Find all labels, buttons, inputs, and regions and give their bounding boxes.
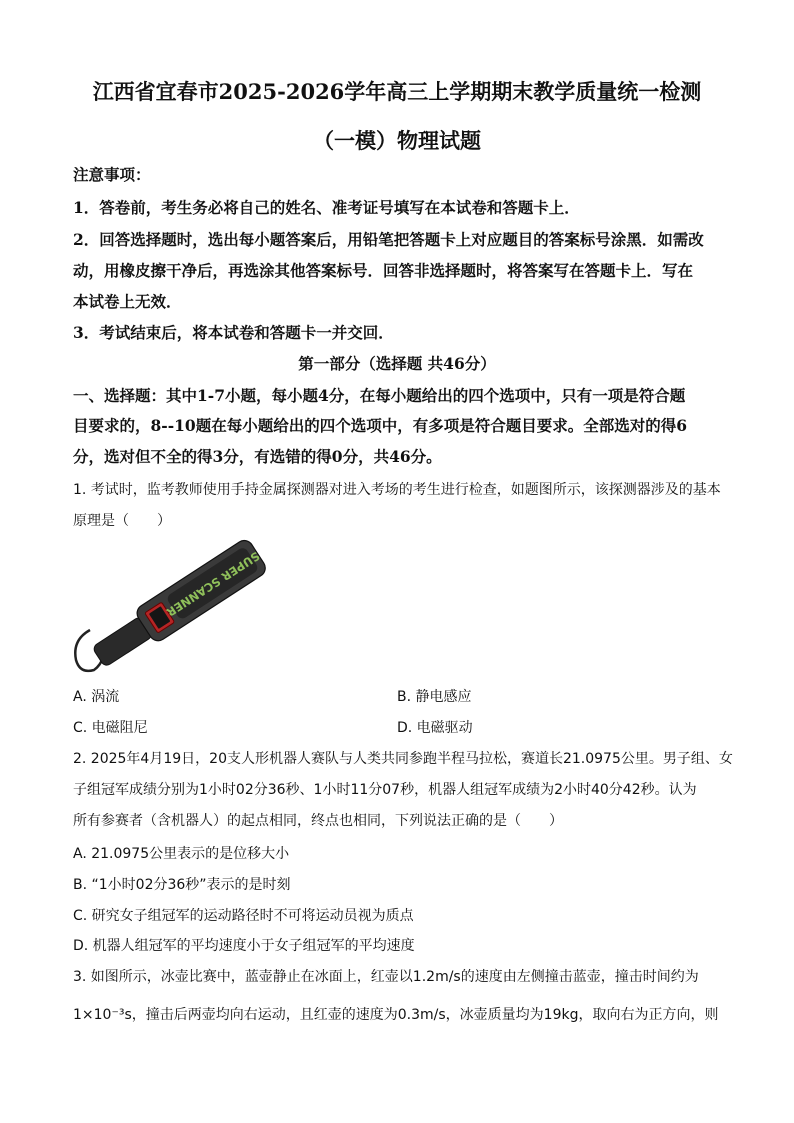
notes-item-2-line3: 本试卷上无效． <box>73 292 182 311</box>
q2-option-d: D. 机器人组冠军的平均速度小于女子组冠军的平均速度 <box>73 938 415 954</box>
q1-option-d: D. 电磁驱动 <box>397 720 473 736</box>
detector-body <box>88 538 269 674</box>
notes-heading: 注意事项： <box>73 165 151 184</box>
q1-stem-line2: 原理是（ ） <box>73 513 171 529</box>
notes-item-3: 3．考试结束后，将本试卷和答题卡一并交回． <box>73 323 394 342</box>
q1-stem-line1: 1. 考试时，监考教师使用手持金属探测器对进入考场的考生进行检查，如题图所示，该探测器涉及的基本 <box>73 482 721 498</box>
detector-label: SUPER SCANNER <box>163 548 263 620</box>
part1-heading: 第一部分（选择题 共46分） <box>298 354 496 373</box>
q2-option-a: A. 21.0975公里表示的是位移大小 <box>73 846 290 862</box>
q2-stem-line2: 子组冠军成绩分别为1小时02分36秒、1小时11分07秒，机器人组冠军成绩为2小时40分42秒。认为 <box>73 782 697 798</box>
exam-title-line2: （一模）物理试题 <box>313 128 481 153</box>
exam-title-line1: 江西省宜春市2025-2026学年高三上学期期末教学质量统一检测 <box>92 79 702 104</box>
q3-stem-line2: 1×10⁻³s，撞击后两壶均向右运动，且红壶的速度为0.3m/s，冰壶质量均为19kg，取向右为正方向，则 <box>73 1007 719 1023</box>
part1-instructions-line1: 一、选择题：其中1-7小题，每小题4分，在每小题给出的四个选项中，只有一项是符合题 <box>73 386 686 405</box>
part1-instructions-line3: 分，选对但不全的得3分，有选错的得0分，共46分。 <box>73 447 442 466</box>
notes-item-2-line2: 动，用橡皮擦干净后，再选涂其他答案标号．回答非选择题时，将答案写在答题卡上．写在 <box>73 261 694 280</box>
metal-detector-image <box>70 538 280 678</box>
q2-stem-line1: 2. 2025年4月19日，20支人形机器人赛队与人类共同参跑半程马拉松，赛道长21.0975公里。男子组、女 <box>73 751 733 767</box>
q2-stem-line3: 所有参赛者（含机器人）的起点相同，终点也相同，下列说法正确的是（ ） <box>73 813 563 829</box>
part1-instructions-line2: 目要求的，8--10题在每小题给出的四个选项中，有多项是符合题目要求。全部选对的得6 <box>73 416 688 435</box>
q2-option-b: B. “1小时02分36秒”表示的是时刻 <box>73 877 291 893</box>
notes-item-1: 1．答卷前，考生务必将自己的姓名、准考证号填写在本试卷和答题卡上． <box>73 198 580 217</box>
q3-stem-line1: 3. 如图所示，冰壶比赛中，蓝壶静止在冰面上，红壶以1.2m/s的速度由左侧撞击蓝壶，撞击时间约为 <box>73 969 699 985</box>
q1-option-b: B. 静电感应 <box>397 689 472 705</box>
q2-option-c: C. 研究女子组冠军的运动路径时不可将运动员视为质点 <box>73 908 414 924</box>
q1-option-c: C. 电磁阻尼 <box>73 720 148 736</box>
q1-option-a: A. 涡流 <box>73 689 120 705</box>
notes-item-2-line1: 2．回答选择题时，选出每小题答案后，用铅笔把答题卡上对应题目的答案标号涂黑．如需改 <box>73 230 704 249</box>
